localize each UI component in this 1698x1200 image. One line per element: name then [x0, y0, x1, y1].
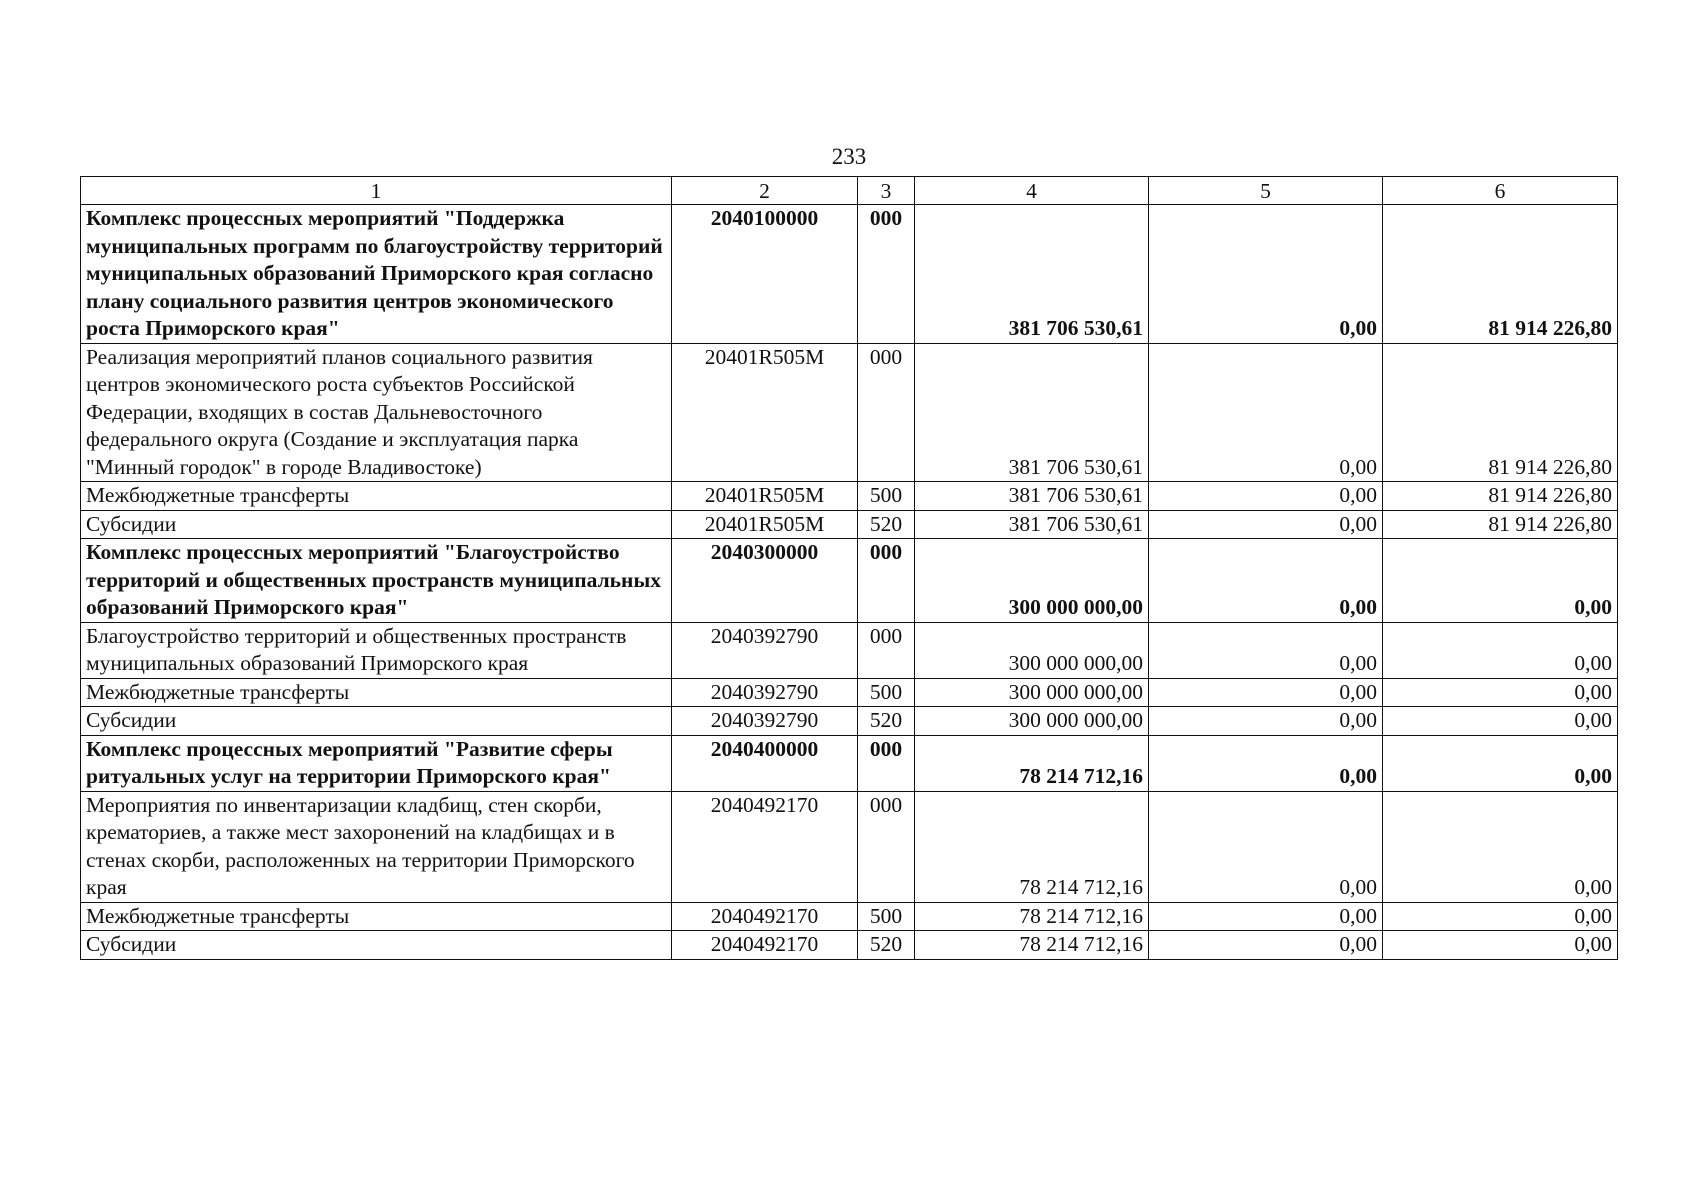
- row-col5: 0,00: [1149, 931, 1383, 960]
- table-body: [81, 205, 1618, 960]
- row-code: 20401R505M: [672, 510, 858, 539]
- row-type: 520: [858, 707, 915, 736]
- table-row: [81, 707, 1618, 736]
- table-row: [81, 205, 1618, 344]
- row-name: Комплекс процессных мероприятий "Поддержка муниципальных программ по благоустройству территорий муниципальных образований Приморского края согласно плану социального развития центров экономического роста Приморского края": [81, 205, 672, 344]
- column-header-3: 3: [858, 177, 915, 205]
- row-type: 000: [858, 791, 915, 902]
- row-col6: 81 914 226,80: [1383, 205, 1618, 344]
- row-col5: 0,00: [1149, 482, 1383, 511]
- column-header-5: 5: [1149, 177, 1383, 205]
- row-col5: 0,00: [1149, 510, 1383, 539]
- table-row: [81, 343, 1618, 482]
- row-name: Межбюджетные трансферты: [81, 482, 672, 511]
- row-col6: 0,00: [1383, 539, 1618, 623]
- row-type: 000: [858, 622, 915, 678]
- row-col6: 0,00: [1383, 622, 1618, 678]
- column-header-6: 6: [1383, 177, 1618, 205]
- row-type: 500: [858, 678, 915, 707]
- table-row: [81, 931, 1618, 960]
- row-type: 500: [858, 902, 915, 931]
- table-row: [81, 735, 1618, 791]
- row-col4: 381 706 530,61: [915, 205, 1149, 344]
- row-name: Субсидии: [81, 510, 672, 539]
- row-col6: 0,00: [1383, 707, 1618, 736]
- row-code: 2040492170: [672, 902, 858, 931]
- column-header-4: 4: [915, 177, 1149, 205]
- row-code: 2040392790: [672, 622, 858, 678]
- row-name: Мероприятия по инвентаризации кладбищ, стен скорби, крематориев, а также мест захоронений на кладбищах и в стенах скорби, расположенных на территории Приморского края: [81, 791, 672, 902]
- row-col4: 78 214 712,16: [915, 791, 1149, 902]
- header-row: [81, 177, 1618, 205]
- row-col5: 0,00: [1149, 791, 1383, 902]
- row-name: Межбюджетные трансферты: [81, 678, 672, 707]
- page-number: 233: [831, 144, 867, 169]
- row-code: 2040300000: [672, 539, 858, 623]
- row-col6: 81 914 226,80: [1383, 510, 1618, 539]
- row-col5: 0,00: [1149, 539, 1383, 623]
- row-col4: 381 706 530,61: [915, 343, 1149, 482]
- row-col4: 300 000 000,00: [915, 678, 1149, 707]
- row-col5: 0,00: [1149, 902, 1383, 931]
- row-type: 520: [858, 931, 915, 960]
- table-row: [81, 678, 1618, 707]
- row-type: 000: [858, 735, 915, 791]
- row-name: Реализация мероприятий планов социального развития центров экономического роста субъектов Российской Федерации, входящих в состав Дальневосточного федерального округа (Создание и эксплуатация парка "Минный городок" в городе Владивостоке): [81, 343, 672, 482]
- row-col4: 300 000 000,00: [915, 707, 1149, 736]
- column-header-1: 1: [81, 177, 672, 205]
- row-name: Благоустройство территорий и общественных пространств муниципальных образований Приморского края: [81, 622, 672, 678]
- row-code: 20401R505M: [672, 343, 858, 482]
- row-code: 2040492170: [672, 931, 858, 960]
- row-type: 000: [858, 343, 915, 482]
- row-code: 2040492170: [672, 791, 858, 902]
- row-name: Комплекс процессных мероприятий "Развитие сферы ритуальных услуг на территории Приморского края": [81, 735, 672, 791]
- table-row: [81, 622, 1618, 678]
- row-name: Межбюджетные трансферты: [81, 902, 672, 931]
- row-col5: 0,00: [1149, 205, 1383, 344]
- row-col4: 78 214 712,16: [915, 735, 1149, 791]
- row-name: Субсидии: [81, 931, 672, 960]
- row-type: 520: [858, 510, 915, 539]
- table-row: [81, 510, 1618, 539]
- table-row: [81, 902, 1618, 931]
- table-row: [81, 791, 1618, 902]
- row-type: 500: [858, 482, 915, 511]
- row-col6: 0,00: [1383, 791, 1618, 902]
- row-code: 20401R505M: [672, 482, 858, 511]
- row-col6: 0,00: [1383, 678, 1618, 707]
- column-header-2: 2: [672, 177, 858, 205]
- row-code: 2040392790: [672, 678, 858, 707]
- row-name: Комплекс процессных мероприятий "Благоустройство территорий и общественных пространств муниципальных образований Приморского края": [81, 539, 672, 623]
- row-col6: 0,00: [1383, 931, 1618, 960]
- row-col5: 0,00: [1149, 735, 1383, 791]
- row-type: 000: [858, 205, 915, 344]
- row-col6: 81 914 226,80: [1383, 343, 1618, 482]
- row-col4: 300 000 000,00: [915, 622, 1149, 678]
- row-code: 2040400000: [672, 735, 858, 791]
- budget-table: [80, 176, 1618, 960]
- row-type: 000: [858, 539, 915, 623]
- row-col5: 0,00: [1149, 622, 1383, 678]
- row-col4: 78 214 712,16: [915, 902, 1149, 931]
- row-code: 2040392790: [672, 707, 858, 736]
- row-col6: 0,00: [1383, 735, 1618, 791]
- row-col6: 81 914 226,80: [1383, 482, 1618, 511]
- row-name: Субсидии: [81, 707, 672, 736]
- row-code: 2040100000: [672, 205, 858, 344]
- table-row: [81, 539, 1618, 623]
- row-col4: 381 706 530,61: [915, 482, 1149, 511]
- row-col4: 78 214 712,16: [915, 931, 1149, 960]
- row-col6: 0,00: [1383, 902, 1618, 931]
- row-col4: 381 706 530,61: [915, 510, 1149, 539]
- row-col5: 0,00: [1149, 678, 1383, 707]
- row-col5: 0,00: [1149, 707, 1383, 736]
- row-col5: 0,00: [1149, 343, 1383, 482]
- row-col4: 300 000 000,00: [915, 539, 1149, 623]
- table-header: [81, 177, 1618, 205]
- table-row: [81, 482, 1618, 511]
